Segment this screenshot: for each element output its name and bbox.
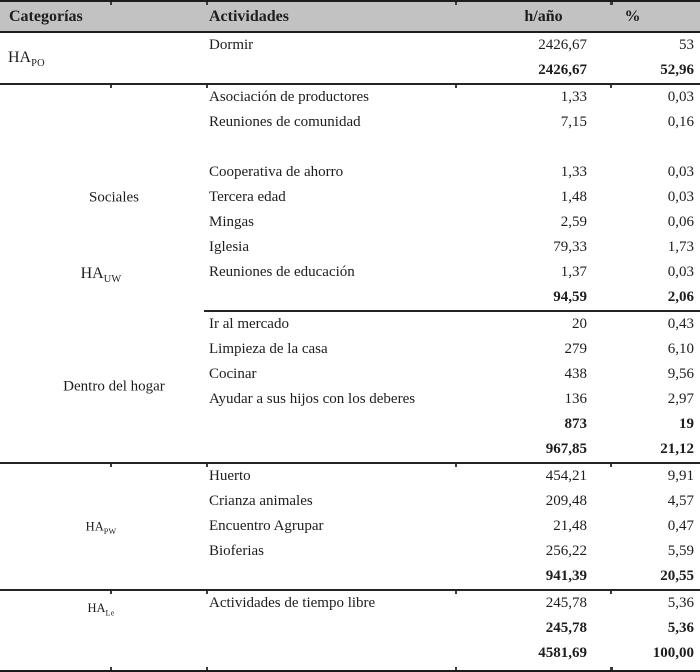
column-tick-mark xyxy=(611,1,613,5)
column-tick-mark xyxy=(455,1,457,5)
category-group xyxy=(0,85,700,462)
activity-row xyxy=(0,210,700,235)
activity-row xyxy=(0,464,700,489)
activity-row xyxy=(0,110,700,135)
activity-cell: Reuniones de comunidad xyxy=(209,114,361,130)
activity-cell: Limpieza de la casa xyxy=(209,341,328,357)
percent-cell: 0,06 xyxy=(667,214,694,230)
activity-cell: Iglesia xyxy=(209,239,249,255)
total-hours-cell: 873 xyxy=(564,416,587,432)
hours-cell: 454,21 xyxy=(545,468,587,484)
percent-cell: 4,57 xyxy=(667,493,694,509)
hours-cell: 136 xyxy=(564,391,587,407)
subcategory-label: Sociales xyxy=(89,189,139,206)
header-h-ano: h/año xyxy=(524,7,563,25)
category-subscript: Le xyxy=(105,608,115,618)
activity-cell: Ayudar a sus hijos con los deberes xyxy=(209,391,416,407)
activity-row xyxy=(0,489,700,514)
total-percent-cell: 20,55 xyxy=(660,568,694,584)
activity-cell: Mingas xyxy=(209,214,254,230)
activity-row xyxy=(0,33,700,58)
table-section xyxy=(0,33,700,83)
activity-row xyxy=(0,337,700,362)
percent-cell: 0,47 xyxy=(667,518,694,534)
percent-cell: 9,56 xyxy=(667,366,694,382)
percent-cell: 53 xyxy=(679,37,694,53)
hours-cell: 20 xyxy=(572,316,587,332)
percent-cell: 9,91 xyxy=(667,468,694,484)
total-hours-cell: 941,39 xyxy=(545,568,587,584)
hours-cell: 438 xyxy=(564,366,587,382)
subtotal-row xyxy=(0,285,700,310)
category-group xyxy=(0,591,700,641)
total-hours-cell: 245,78 xyxy=(545,620,587,636)
activity-cell: Asociación de productores xyxy=(209,89,369,105)
hours-cell: 2,59 xyxy=(560,214,587,230)
total-percent-cell: 19 xyxy=(679,416,694,432)
percent-cell: 0,03 xyxy=(667,189,694,205)
percent-cell: 1,73 xyxy=(667,239,694,255)
table-section xyxy=(0,85,700,310)
activity-row xyxy=(0,312,700,337)
category-group xyxy=(0,33,700,83)
total-hours-cell: 967,85 xyxy=(545,441,587,457)
hours-cell: 1,48 xyxy=(560,189,587,205)
percent-cell: 2,97 xyxy=(667,391,694,407)
activity-cell: Cocinar xyxy=(209,366,257,382)
subtotal-row xyxy=(0,437,700,462)
category-base-text: HA xyxy=(8,49,32,66)
percent-cell: 0,43 xyxy=(667,316,694,332)
activity-row xyxy=(0,260,700,285)
percent-cell: 0,16 xyxy=(667,114,694,130)
percent-cell: 0,03 xyxy=(667,164,694,180)
category-subscript: PO xyxy=(31,58,45,70)
total-percent-cell: 100,00 xyxy=(652,645,694,661)
subtotal-row xyxy=(0,616,700,641)
activity-cell: Reuniones de educación xyxy=(209,264,355,280)
hours-cell: 21,48 xyxy=(553,518,587,534)
hours-cell: 1,33 xyxy=(560,164,587,180)
activity-cell: Bioferias xyxy=(209,543,264,559)
hours-cell: 256,22 xyxy=(545,543,587,559)
activity-row xyxy=(0,235,700,260)
hours-cell: 1,33 xyxy=(560,89,587,105)
grand-total-row xyxy=(0,641,700,666)
activity-row xyxy=(0,514,700,539)
percent-cell: 5,36 xyxy=(667,595,694,611)
percent-cell: 0,03 xyxy=(667,89,694,105)
subtotal-row xyxy=(0,564,700,589)
percent-cell: 0,03 xyxy=(667,264,694,280)
activity-row xyxy=(0,85,700,110)
activity-cell: Huerto xyxy=(209,468,251,484)
subtotal-row xyxy=(0,412,700,437)
total-percent-cell: 5,36 xyxy=(667,620,694,636)
category-base-text: HA xyxy=(87,601,106,615)
subcategory-label: Dentro del hogar xyxy=(63,378,165,395)
category-group xyxy=(0,464,700,589)
header-actividades: Actividades xyxy=(209,7,289,25)
column-tick-mark xyxy=(455,667,457,671)
hours-cell: 2426,67 xyxy=(538,37,587,53)
activity-row xyxy=(0,160,700,185)
subtotal-row xyxy=(0,58,700,83)
hours-cell: 279 xyxy=(564,341,587,357)
activity-cell: Encuentro Agrupar xyxy=(209,518,324,534)
table-section xyxy=(0,464,700,589)
column-tick-mark xyxy=(206,667,208,671)
total-hours-cell: 2426,67 xyxy=(538,62,587,78)
table-body xyxy=(0,33,700,666)
table-header-row xyxy=(0,2,700,33)
header-percent: % xyxy=(624,7,641,25)
activity-cell: Actividades de tiempo libre xyxy=(209,595,376,611)
column-tick-mark xyxy=(611,667,613,671)
column-tick-mark xyxy=(110,1,112,5)
hours-cell: 7,15 xyxy=(560,114,587,130)
percent-cell: 5,59 xyxy=(667,543,694,559)
table-section xyxy=(0,591,700,641)
category-subscript: UW xyxy=(103,273,122,285)
activity-row xyxy=(0,591,700,616)
total-percent-cell: 21,12 xyxy=(660,441,694,457)
activity-cell: Cooperativa de ahorro xyxy=(209,164,344,180)
column-tick-mark xyxy=(206,1,208,5)
total-hours-cell: 94,59 xyxy=(553,289,587,305)
hours-cell: 1,37 xyxy=(560,264,587,280)
header-categorias: Categorías xyxy=(9,7,83,25)
hours-cell: 209,48 xyxy=(545,493,587,509)
activity-cell: Ir al mercado xyxy=(209,316,289,332)
percent-cell: 6,10 xyxy=(667,341,694,357)
spacer-row xyxy=(0,135,700,160)
activity-cell: Dormir xyxy=(209,37,254,53)
table-section xyxy=(0,312,700,462)
total-percent-cell: 2,06 xyxy=(667,289,694,305)
category-base-text: HA xyxy=(85,519,104,533)
hours-cell: 245,78 xyxy=(545,595,587,611)
hours-cell: 79,33 xyxy=(553,239,587,255)
total-hours-cell: 4581,69 xyxy=(538,645,587,661)
category-base-text: HA xyxy=(80,264,104,282)
total-percent-cell: 52,96 xyxy=(660,62,694,78)
activity-cell: Crianza animales xyxy=(209,493,313,509)
activity-row xyxy=(0,539,700,564)
category-subscript: PW xyxy=(103,526,117,536)
column-tick-mark xyxy=(110,667,112,671)
activity-cell: Tercera edad xyxy=(209,189,286,205)
